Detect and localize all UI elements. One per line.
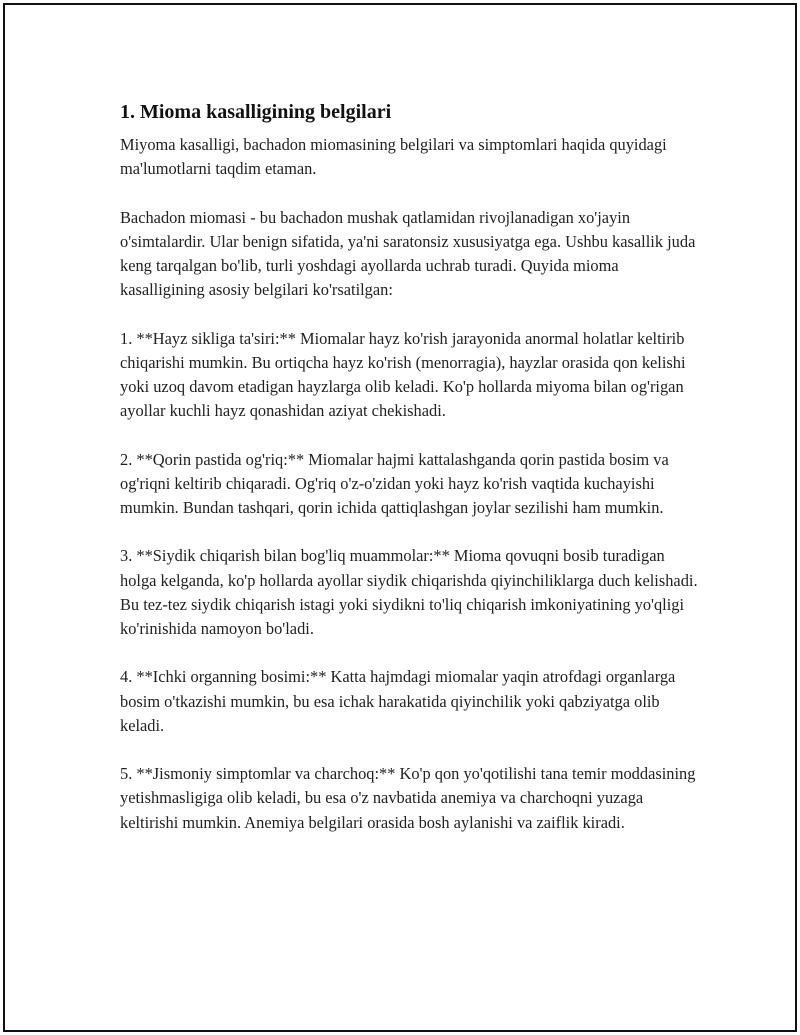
page-frame bbox=[3, 3, 797, 1032]
symptom-fatigue-paragraph: 5. **Jismoniy simptomlar va charchoq:** Ko'p qon yo'qotilishi tana temir moddasining yetishmasligiga olib keladi, bu esa o'z navbatida anemiya va charchoqni yuzaga keltirishi mumkin. Anemiya belgilari orasida bosh aylanishi va zaiflik kiradi. bbox=[120, 764, 696, 832]
definition-paragraph: Bachadon miomasi - bu bachadon mushak qatlamidan rivojlanadigan xo'jayin o'simtalardir. Ular benign sifatida, ya'ni saratonsiz xususiyatga ega. Ushbu kasallik juda keng tarqalgan bo'lib, turli yoshdagi ayollarda uchrab turadi. Quyida mioma kasalligining asosiy belgilari ko'rsatilgan: bbox=[120, 207, 696, 300]
symptom-menstrual-paragraph: 1. **Hayz sikliga ta'siri:** Miomalar hayz ko'rish jarayonida anormal holatlar keltirib chiqarishi mumkin. Bu ortiqcha hayz ko'rish (menorragia), hayzlar orasida qon kelishi yoki uzoq davom etadigan hayzlarga olib keladi. Ko'p hollarda miyoma bilan og'rigan ayollar kuchli hayz qonashidan aziyat chekishadi. bbox=[120, 328, 686, 421]
symptom-pain-paragraph: 2. **Qorin pastida og'riq:** Miomalar hajmi kattalashganda qorin pastida bosim va og'riqni keltirib chiqaradi. Og'riq o'z-o'zidan yoki hayz ko'rish vaqtida kuchayishi mumkin. Bundan tashqari, qorin ichida qattiqlashgan joylar sezilishi ham mumkin. bbox=[120, 449, 669, 517]
document-body bbox=[120, 99, 700, 835]
symptom-urinary-paragraph: 3. **Siydik chiqarish bilan bog'liq muammolar:** Mioma qovuqni bosib turadigan holga kelganda, ko'p hollarda ayollar siydik chiqarishda qiyinchiliklarga duch kelishadi. Bu tez-tez siydik chiqarish istagi yoki siydikni to'liq chiqarish imkoniyatining yo'qligi ko'rinishida namoyon bo'ladi. bbox=[120, 546, 698, 638]
document-heading: 1. Mioma kasalligining belgilari bbox=[120, 101, 392, 123]
symptom-pressure-paragraph: 4. **Ichki organning bosimi:** Katta hajmdagi miomalar yaqin atrofdagi organlarga bosim o'tkazishi mumkin, bu esa ichak harakatida qiyinchilik yoki qabziyatga olib keladi. bbox=[120, 667, 676, 735]
intro-paragraph: Miyoma kasalligi, bachadon miomasining belgilari va simptomlari haqida quyidagi ma'lumotlarni taqdim etaman. bbox=[120, 135, 667, 179]
